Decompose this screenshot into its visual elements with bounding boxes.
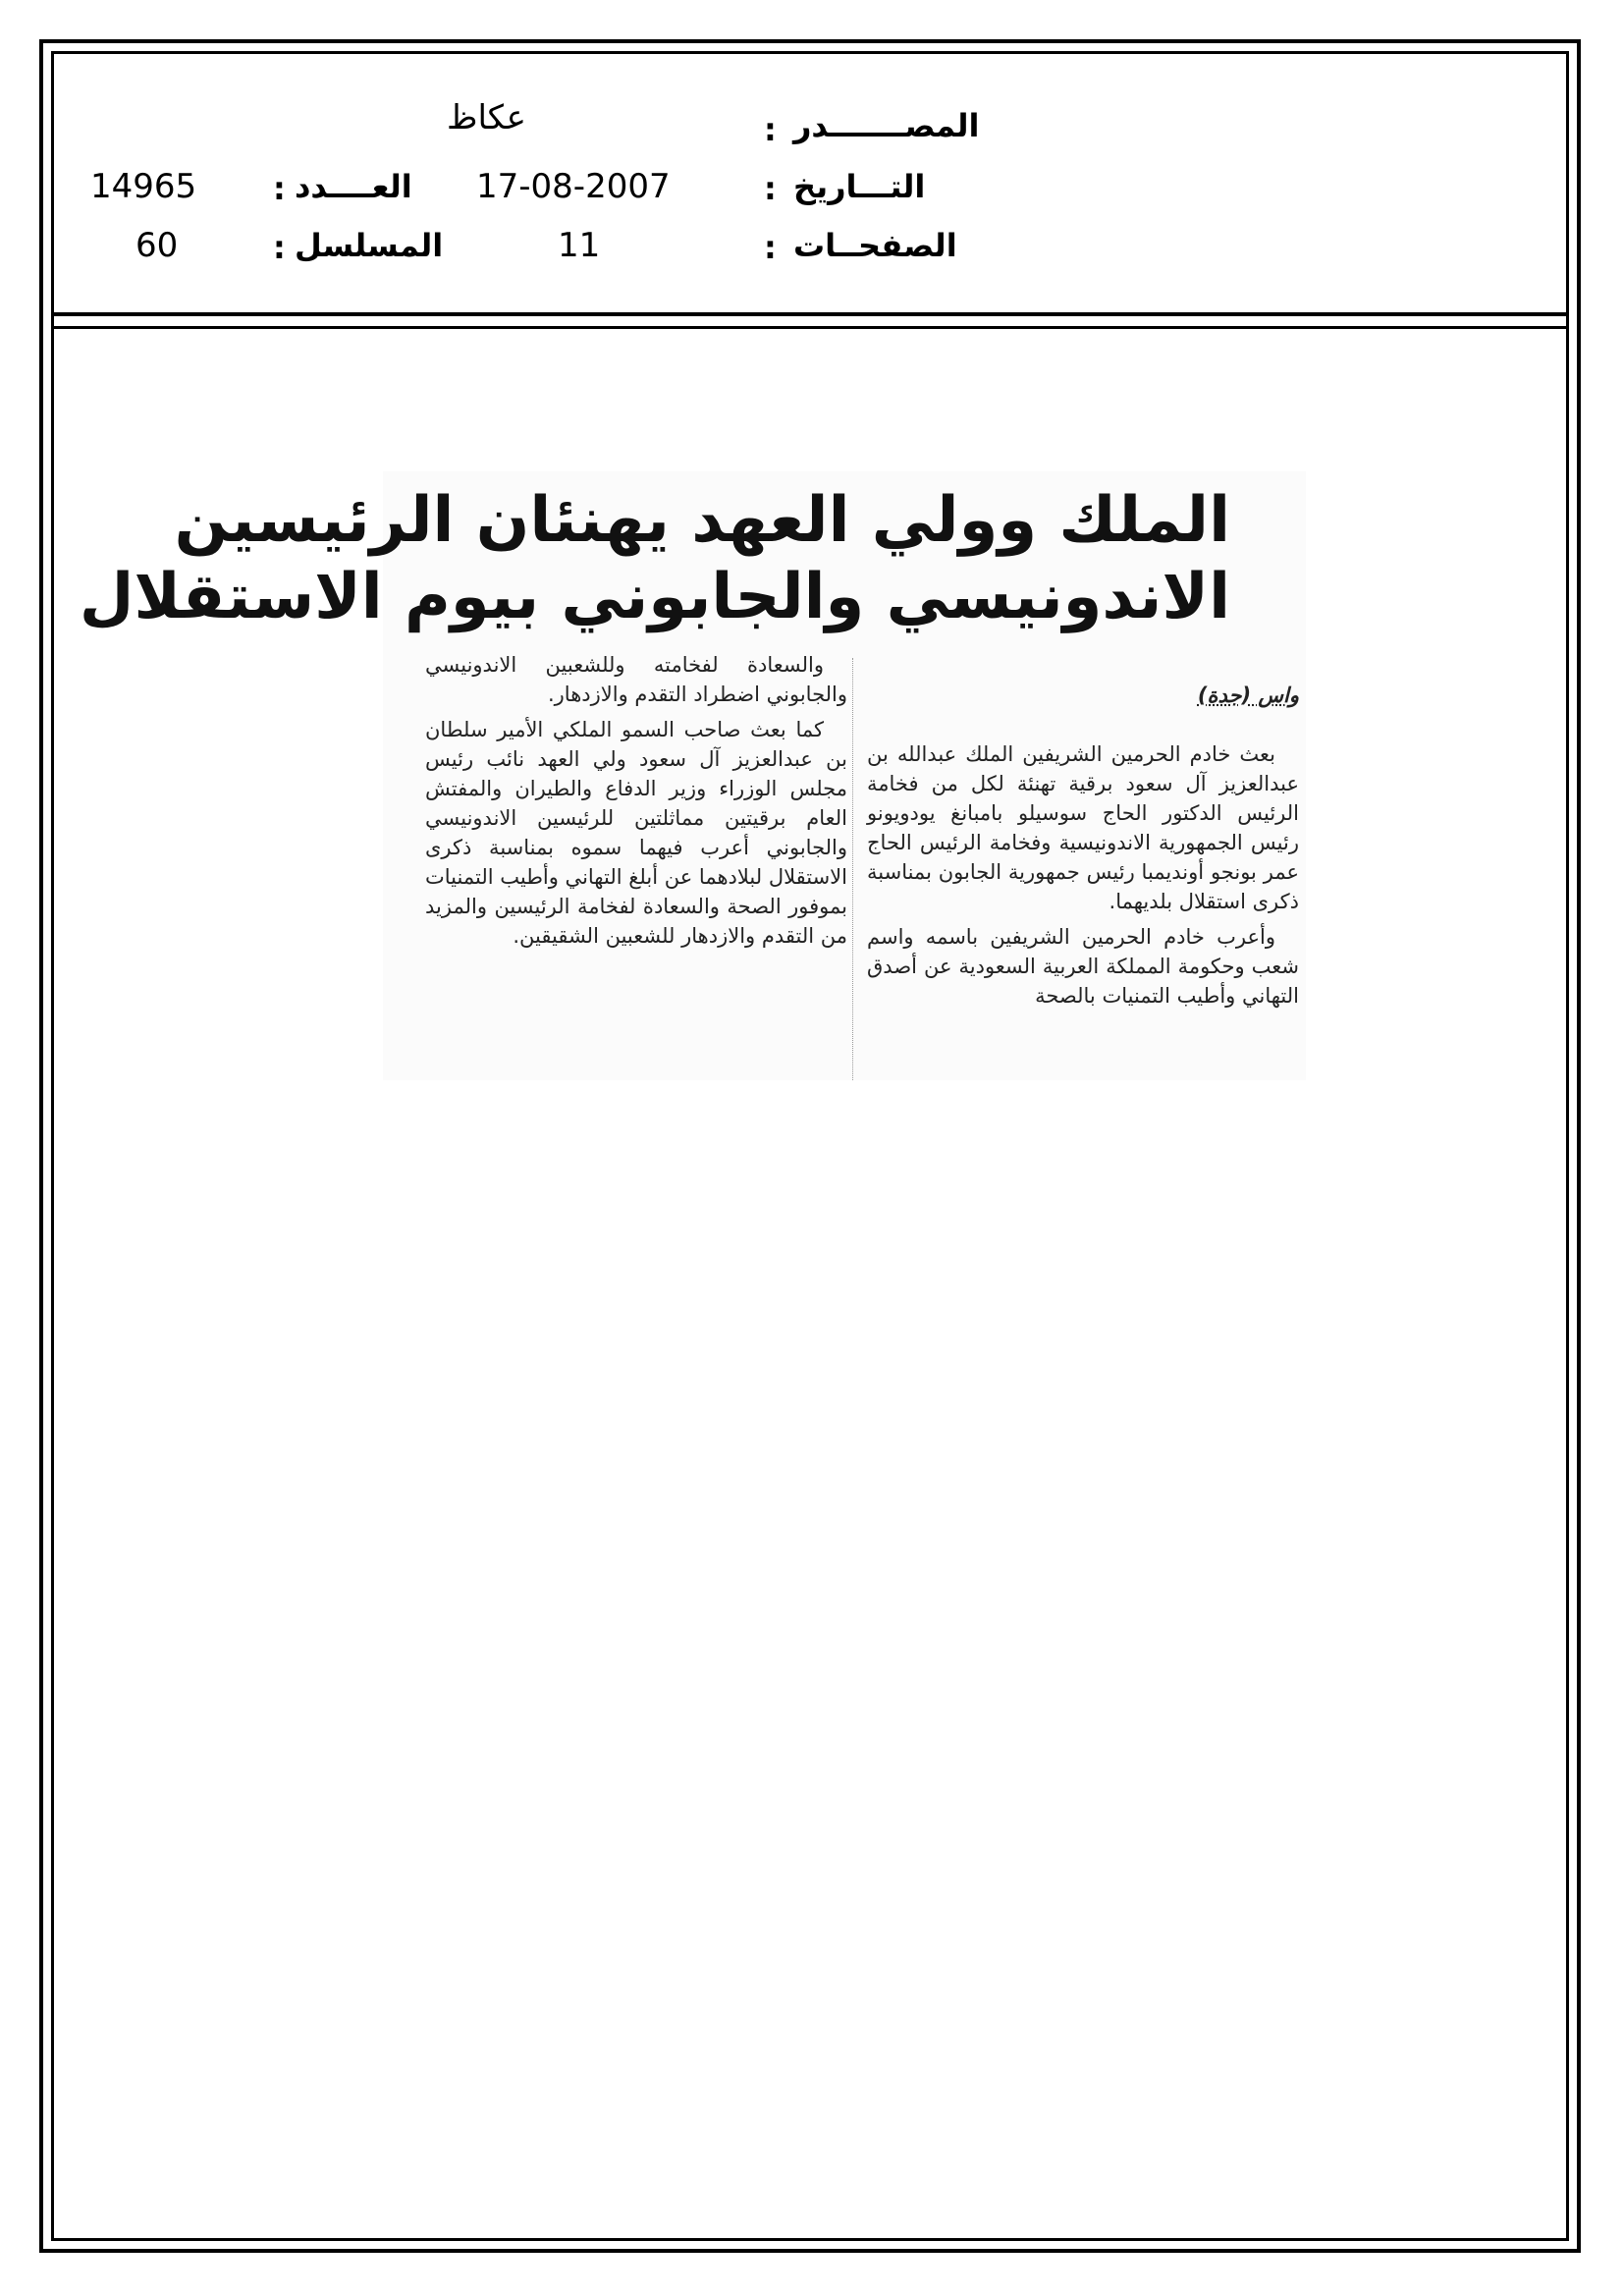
header-divider bbox=[51, 312, 1569, 316]
issue-colon: : bbox=[273, 170, 286, 207]
paragraph: وأعرب خادم الحرمين الشريفين باسمه واسم شعب وحكومة المملكة العربية السعودية عن أصدق التهاني وأطيب التمنيات بالصحة bbox=[867, 925, 1299, 1008]
source-value: عكاظ bbox=[447, 98, 526, 137]
serial-colon: : bbox=[273, 229, 286, 266]
article-column-right bbox=[867, 681, 1299, 1016]
column-divider bbox=[852, 658, 853, 1080]
issue-value: 14965 bbox=[90, 167, 197, 206]
source-colon: : bbox=[764, 111, 777, 148]
headline-line-2: الاندونيسي والجابوني بيوم الاستقلال bbox=[79, 561, 1230, 633]
serial-value: 60 bbox=[135, 226, 179, 265]
dateline: واس (جدة) bbox=[1197, 683, 1299, 707]
date-colon: : bbox=[764, 170, 777, 207]
source-label: المصـــــــدر bbox=[793, 107, 980, 144]
date-value: 17-08-2007 bbox=[476, 167, 671, 206]
pages-colon: : bbox=[764, 229, 777, 266]
issue-label: العــــدد bbox=[295, 168, 412, 205]
pages-value: 11 bbox=[558, 226, 601, 265]
paragraph: بعث خادم الحرمين الشريفين الملك عبدالله بن عبدالعزيز آل سعود برقية تهنئة لكل من فخامة الرئيس الدكتور الحاج سوسيلو بامبانغ يودويونو رئيس الجمهورية الاندونيسية وفخامة الرئيس الحاج عمر بونجو أونديمبا رئيس جمهورية الجابون بمناسبة ذكرى استقلال بلديهما. bbox=[867, 742, 1299, 913]
inner-frame bbox=[51, 51, 1569, 2241]
header-divider-inner bbox=[51, 326, 1569, 329]
serial-label: المسلسل bbox=[295, 227, 444, 264]
paragraph: كما بعث صاحب السمو الملكي الأمير سلطان بن عبدالعزيز آل سعود ولي العهد نائب رئيس مجلس الوزراء وزير الدفاع والطيران والمفتش العام برقيتين مماثلتين للرئيسين الاندونيسي والجابوني أعرب فيهما سموه بمناسبة ذكرى الاستقلال لبلادهما عن أبلغ التهاني وأطيب التمنيات بموفور الصحة والسعادة لفخامة الرئيسين والمزيد من التقدم والازدهار للشعبين الشقيقين. bbox=[425, 718, 847, 948]
date-label: التـــاريخ bbox=[793, 168, 926, 205]
paragraph: والسعادة لفخامته وللشعبين الاندونيسي والجابوني اضطراد التقدم والازدهار. bbox=[425, 653, 847, 706]
headline-line-1: الملك وولي العهد يهنئان الرئيسين bbox=[174, 484, 1230, 557]
pages-label: الصفحــات bbox=[793, 227, 957, 264]
article-column-left bbox=[425, 650, 847, 957]
